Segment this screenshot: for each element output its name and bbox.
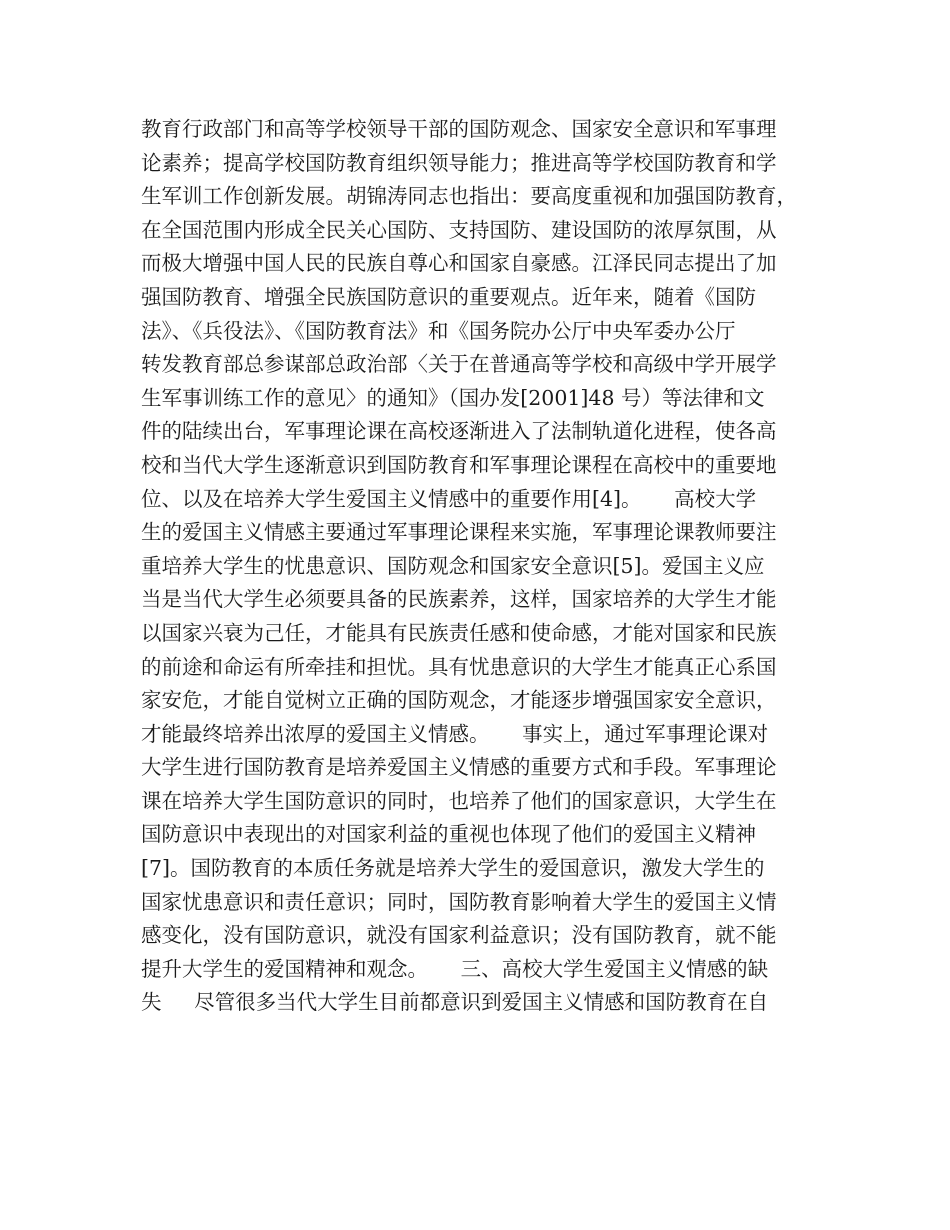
text-line: 家安危，才能自觉树立正确的国防观念，才能逐步增强国家安全意识，: [141, 688, 777, 713]
text-line: 才能最终培养出浓厚的爱国主义情感。 事实上，通过军事理论课对: [141, 721, 769, 746]
text-line: 生军训工作创新发展。胡锦涛同志也指出：要高度重视和加强国防教育，: [141, 184, 797, 209]
text-line: 而极大增强中国人民的民族自尊心和国家自豪感。江泽民同志提出了加: [141, 251, 777, 276]
text-line: 强国防教育、增强全民族国防意识的重要观点。近年来，随着《国防: [141, 284, 756, 309]
text-line: 校和当代大学生逐渐意识到国防教育和军事理论课程在高校中的重要地: [141, 452, 777, 477]
body-text: [141, 113, 831, 1020]
text-line: 大学生进行国防教育是培养爱国主义情感的重要方式和手段。军事理论: [141, 755, 777, 780]
text-line: 感变化，没有国防意识，就没有国家利益意识；没有国防教育，就不能: [141, 923, 777, 948]
text-line: 转发教育部总参谋部总政治部〈关于在普通高等学校和高级中学开展学: [141, 352, 777, 377]
text-line: 重培养大学生的忧患意识、国防观念和国家安全意识[5]。爱国主义应: [141, 553, 765, 578]
text-line: 的前途和命运有所牵挂和担忧。具有忧患意识的大学生才能真正心系国: [141, 654, 777, 679]
text-line: 位、以及在培养大学生爱国主义情感中的重要作用[4]。 高校大学: [141, 486, 757, 511]
text-line: 生的爱国主义情感主要通过军事理论课程来实施，军事理论课教师要注: [141, 520, 777, 545]
text-line: 在全国范围内形成全民关心国防、支持国防、建设国防的浓厚氛围，从: [141, 217, 777, 242]
text-line: 失 尽管很多当代大学生目前都意识到爱国主义情感和国防教育在自: [141, 990, 769, 1015]
text-line: 生军事训练工作的意见〉的通知》（国办发[2001]48 号）等法律和文: [141, 385, 765, 410]
text-line: 以国家兴衰为己任，才能具有民族责任感和使命感，才能对国家和民族: [141, 620, 777, 645]
text-line: 教育行政部门和高等学校领导干部的国防观念、国家安全意识和军事理: [141, 117, 777, 141]
text-line: 法》、《兵役法》、《国防教育法》和《国务院办公厅中央军委办公厅: [141, 318, 736, 343]
text-line: 当是当代大学生必须要具备的民族素养，这样，国家培养的大学生才能: [141, 587, 777, 612]
text-line: 课在培养大学生国防意识的同时，也培养了他们的国家意识，大学生在: [141, 788, 777, 813]
text-line: [7]。国防教育的本质任务就是培养大学生的爱国意识，激发大学生的: [141, 856, 765, 881]
text-line: 国防意识中表现出的对国家利益的重视也体现了他们的爱国主义精神: [141, 822, 756, 847]
text-line: 国家忧患意识和责任意识；同时，国防教育影响着大学生的爱国主义情: [141, 889, 777, 914]
text-line: 论素养；提高学校国防教育组织领导能力；推进高等学校国防教育和学: [141, 150, 777, 175]
text-line: 件的陆续出台，军事理论课在高校逐渐进入了法制轨道化进程，使各高: [141, 419, 777, 444]
text-line: 提升大学生的爱国精神和观念。 三、高校大学生爱国主义情感的缺: [141, 956, 769, 981]
